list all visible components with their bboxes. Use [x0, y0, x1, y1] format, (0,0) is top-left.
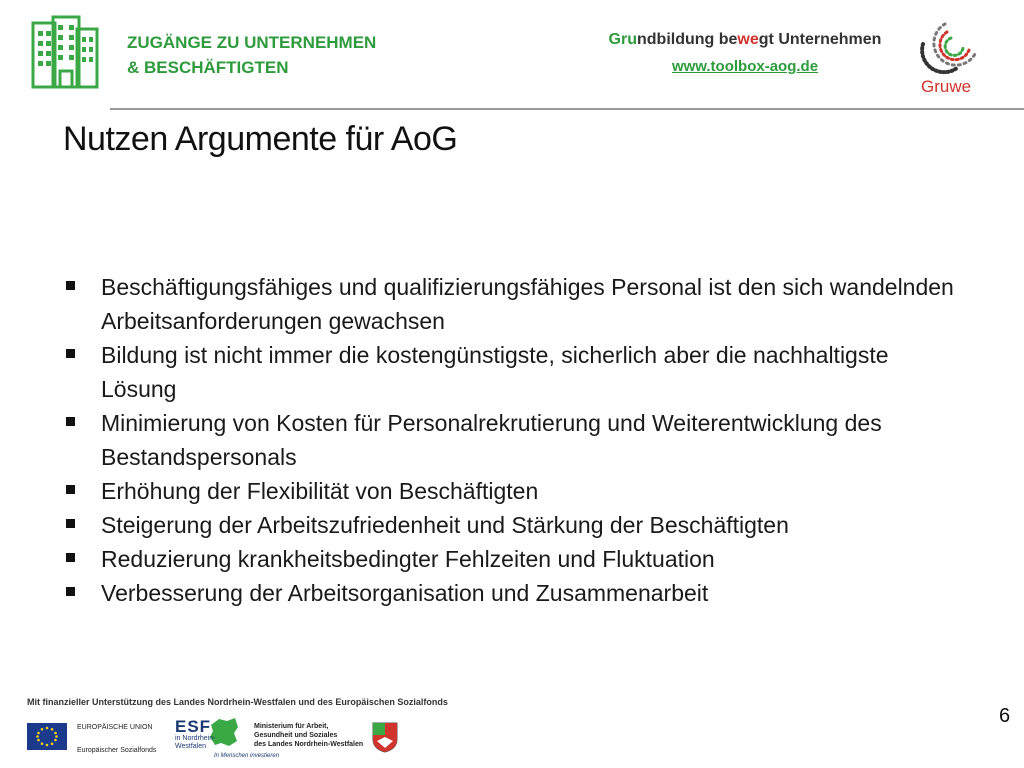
tagline-part4: gt Unternehmen: [758, 31, 882, 48]
square-bullet-icon: [66, 587, 75, 596]
sponsor-logos: [27, 713, 407, 761]
tagline-part1: Gru: [608, 31, 637, 48]
list-item: [63, 474, 963, 508]
gruwe-swirl-icon: [917, 16, 989, 96]
esf-logo-title: ESF: [175, 717, 212, 736]
header-divider: [110, 108, 1024, 110]
eu-label-line1: EUROPÄISCHE UNION: [77, 724, 153, 731]
list-item: [63, 542, 963, 576]
list-item-text: Verbesserung der Arbeitsorganisation und Zusammenarbeit: [101, 580, 709, 606]
ministry-line1: Ministerium für Arbeit,: [254, 723, 329, 730]
square-bullet-icon: [66, 553, 75, 562]
esf-region: [175, 735, 215, 751]
header-tagline-block: [560, 31, 930, 76]
square-bullet-icon: [66, 417, 75, 426]
building-icon: [27, 15, 103, 91]
org-name-line2: & BESCHÄFTIGTEN: [127, 58, 289, 77]
list-item-text: Steigerung der Arbeitszufriedenheit und Stärkung der Beschäftigten: [101, 512, 789, 538]
ministry-label: [254, 722, 363, 749]
square-bullet-icon: [66, 349, 75, 358]
nrw-crest-icon: [371, 721, 399, 753]
argument-list: [63, 270, 963, 610]
square-bullet-icon: [66, 485, 75, 494]
square-bullet-icon: [66, 281, 75, 290]
org-name-line1: ZUGÄNGE ZU UNTERNEHMEN: [127, 33, 377, 52]
square-bullet-icon: [66, 519, 75, 528]
page-number: 6: [999, 705, 1011, 727]
list-item-text: Beschäftigungsfähiges und qualifizierungsfähiges Personal ist den sich wandelnden Arbeitsanforderungen gewachsen: [101, 274, 954, 334]
esf-slogan: In Menschen investieren: [214, 753, 280, 759]
list-item-text: Bildung ist nicht immer die kostengünstigste, sicherlich aber die nachhaltigste Lösung: [101, 342, 889, 402]
header-org-name: [127, 30, 376, 80]
esf-region-line1: in Nordrhein-: [175, 735, 216, 742]
slide-header: [0, 0, 1024, 110]
gruwe-logo: [917, 16, 989, 96]
funding-note: Mit finanzieller Unterstützung des Landes Nordrhein-Westfalen und des Europäischen Sozialfonds: [27, 697, 448, 707]
list-item: [63, 508, 963, 542]
esf-region-line2: Westfalen: [175, 743, 206, 750]
list-item: [63, 270, 963, 338]
ministry-line2: Gesundheit und Soziales: [254, 732, 338, 739]
list-item: [63, 576, 963, 610]
page-title: Nutzen Argumente für AoG: [63, 120, 458, 158]
toolbox-link[interactable]: www.toolbox-aog.de: [671, 58, 819, 75]
list-item: [63, 406, 963, 474]
list-item-text: Reduzierung krankheitsbedingter Fehlzeiten und Fluktuation: [101, 546, 715, 572]
eu-flag-icon: [27, 723, 67, 750]
list-item: [63, 338, 963, 406]
ministry-line3: des Landes Nordrhein-Westfalen: [254, 741, 364, 748]
eu-label-line2: Europäischer Sozialfonds: [77, 747, 157, 754]
gruwe-wordmark: Gruwe: [921, 77, 972, 96]
list-item-text: Minimierung von Kosten für Personalrekrutierung und Weiterentwicklung des Bestandspersonals: [101, 410, 882, 470]
tagline: [560, 31, 930, 49]
eu-label: [77, 723, 156, 755]
tagline-part2: ndbildung be: [637, 31, 738, 48]
tagline-part3: we: [737, 31, 759, 48]
list-item-text: Erhöhung der Flexibilität von Beschäftigten: [101, 478, 539, 504]
